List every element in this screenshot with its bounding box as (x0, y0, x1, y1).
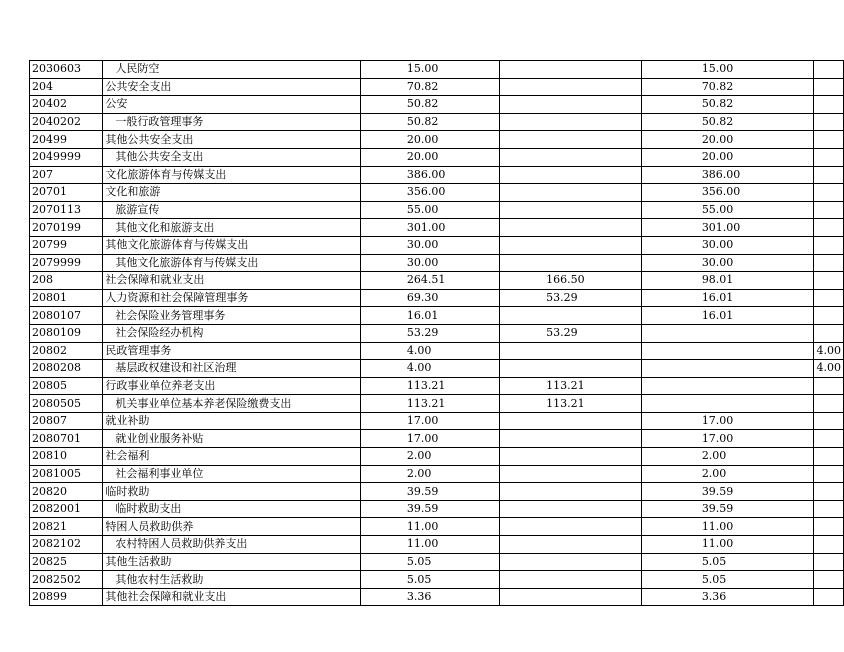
name-cell[interactable]: 其他生活救助 (103, 553, 360, 571)
project-expense-cell[interactable]: 386.00 (641, 166, 814, 184)
code-cell[interactable]: 2080109 (30, 324, 103, 342)
total-cell[interactable]: 16.01 (360, 307, 499, 325)
project-expense-cell[interactable]: 55.00 (641, 201, 814, 219)
project-expense-cell[interactable]: 11.00 (641, 536, 814, 554)
basic-expense-cell[interactable] (500, 448, 642, 466)
other-cell[interactable] (814, 184, 844, 202)
other-cell[interactable] (814, 412, 844, 430)
name-cell[interactable]: 其他文化和旅游支出 (103, 219, 360, 237)
budget-table-container (29, 60, 844, 606)
name-cell[interactable]: 其他社会保障和就业支出 (103, 588, 360, 606)
table-row (30, 78, 844, 96)
project-expense-cell[interactable]: 301.00 (641, 219, 814, 237)
total-cell[interactable]: 356.00 (360, 184, 499, 202)
code-cell[interactable]: 2081005 (30, 465, 103, 483)
project-expense-cell[interactable]: 3.36 (641, 588, 814, 606)
other-cell[interactable] (814, 113, 844, 131)
name-cell[interactable]: 其他公共安全支出 (103, 148, 360, 166)
basic-expense-cell[interactable]: 53.29 (500, 324, 642, 342)
table-row (30, 518, 844, 536)
name-cell[interactable]: 其他公共安全支出 (103, 131, 360, 149)
table-row (30, 536, 844, 554)
table-row (30, 219, 844, 237)
project-expense-cell[interactable]: 50.82 (641, 113, 814, 131)
basic-expense-cell[interactable] (500, 412, 642, 430)
code-cell[interactable]: 20499 (30, 131, 103, 149)
total-cell[interactable]: 2.00 (360, 465, 499, 483)
basic-expense-cell[interactable] (500, 588, 642, 606)
basic-expense-cell[interactable] (500, 500, 642, 518)
name-cell[interactable]: 公共安全支出 (103, 78, 360, 96)
table-row (30, 131, 844, 149)
name-cell[interactable]: 其他农村生活救助 (103, 571, 360, 589)
code-cell[interactable]: 2049999 (30, 148, 103, 166)
other-cell[interactable] (814, 96, 844, 114)
table-row (30, 342, 844, 360)
project-expense-cell[interactable]: 39.59 (641, 483, 814, 501)
total-cell[interactable]: 30.00 (360, 236, 499, 254)
name-cell[interactable]: 社会保障和就业支出 (103, 272, 360, 290)
other-cell[interactable] (814, 61, 844, 79)
table-row (30, 272, 844, 290)
table-row (30, 96, 844, 114)
table-row (30, 412, 844, 430)
table-row (30, 254, 844, 272)
table-row (30, 430, 844, 448)
total-cell[interactable]: 39.59 (360, 500, 499, 518)
other-cell[interactable] (814, 201, 844, 219)
name-cell[interactable]: 临时救助支出 (103, 500, 360, 518)
name-cell[interactable]: 旅游宣传 (103, 201, 360, 219)
table-row (30, 395, 844, 413)
project-expense-cell[interactable] (641, 342, 814, 360)
code-cell[interactable]: 2080505 (30, 395, 103, 413)
basic-expense-cell[interactable] (500, 96, 642, 114)
other-cell[interactable] (814, 588, 844, 606)
name-cell[interactable]: 文化旅游体育与传媒支出 (103, 166, 360, 184)
total-cell[interactable]: 50.82 (360, 113, 499, 131)
basic-expense-cell[interactable]: 53.29 (500, 289, 642, 307)
name-cell[interactable]: 其他文化旅游体育与传媒支出 (103, 236, 360, 254)
project-expense-cell[interactable] (641, 324, 814, 342)
other-cell[interactable] (814, 272, 844, 290)
project-expense-cell[interactable]: 2.00 (641, 448, 814, 466)
name-cell[interactable]: 公安 (103, 96, 360, 114)
other-cell[interactable]: 4.00 (814, 342, 844, 360)
project-expense-cell[interactable]: 30.00 (641, 236, 814, 254)
code-cell[interactable]: 20820 (30, 483, 103, 501)
basic-expense-cell[interactable]: 113.21 (500, 377, 642, 395)
table-row (30, 289, 844, 307)
name-cell[interactable]: 社会福利 (103, 448, 360, 466)
name-cell[interactable]: 基层政权建设和社区治理 (103, 360, 360, 378)
total-cell[interactable]: 39.59 (360, 483, 499, 501)
project-expense-cell[interactable]: 356.00 (641, 184, 814, 202)
project-expense-cell[interactable]: 17.00 (641, 412, 814, 430)
name-cell[interactable]: 农村特困人员救助供养支出 (103, 536, 360, 554)
other-cell[interactable] (814, 254, 844, 272)
table-row (30, 236, 844, 254)
code-cell[interactable]: 207 (30, 166, 103, 184)
other-cell[interactable] (814, 324, 844, 342)
total-cell[interactable]: 17.00 (360, 412, 499, 430)
code-cell[interactable]: 20801 (30, 289, 103, 307)
project-expense-cell[interactable]: 11.00 (641, 518, 814, 536)
other-cell[interactable] (814, 166, 844, 184)
table-row (30, 148, 844, 166)
name-cell[interactable]: 社会保险业务管理事务 (103, 307, 360, 325)
total-cell[interactable]: 11.00 (360, 536, 499, 554)
name-cell[interactable]: 临时救助 (103, 483, 360, 501)
total-cell[interactable]: 20.00 (360, 131, 499, 149)
other-cell[interactable] (814, 553, 844, 571)
other-cell[interactable] (814, 219, 844, 237)
basic-expense-cell[interactable] (500, 553, 642, 571)
code-cell[interactable]: 20402 (30, 96, 103, 114)
basic-expense-cell[interactable] (500, 342, 642, 360)
name-cell[interactable]: 文化和旅游 (103, 184, 360, 202)
total-cell[interactable]: 70.82 (360, 78, 499, 96)
basic-expense-cell[interactable] (500, 61, 642, 79)
code-cell[interactable]: 2082001 (30, 500, 103, 518)
total-cell[interactable]: 113.21 (360, 395, 499, 413)
table-row (30, 324, 844, 342)
project-expense-cell[interactable]: 98.01 (641, 272, 814, 290)
other-cell[interactable] (814, 289, 844, 307)
other-cell[interactable] (814, 518, 844, 536)
basic-expense-cell[interactable] (500, 571, 642, 589)
total-cell[interactable]: 3.36 (360, 588, 499, 606)
project-expense-cell[interactable]: 20.00 (641, 131, 814, 149)
basic-expense-cell[interactable] (500, 201, 642, 219)
code-cell[interactable]: 2080701 (30, 430, 103, 448)
name-cell[interactable]: 就业创业服务补贴 (103, 430, 360, 448)
table-row (30, 307, 844, 325)
basic-expense-cell[interactable] (500, 536, 642, 554)
total-cell[interactable]: 11.00 (360, 518, 499, 536)
basic-expense-cell[interactable] (500, 236, 642, 254)
total-cell[interactable]: 53.29 (360, 324, 499, 342)
project-expense-cell[interactable]: 39.59 (641, 500, 814, 518)
table-row (30, 113, 844, 131)
code-cell[interactable]: 20799 (30, 236, 103, 254)
project-expense-cell[interactable]: 17.00 (641, 430, 814, 448)
basic-expense-cell[interactable] (500, 360, 642, 378)
table-row (30, 465, 844, 483)
code-cell[interactable]: 208 (30, 272, 103, 290)
project-expense-cell[interactable]: 5.05 (641, 553, 814, 571)
basic-expense-cell[interactable] (500, 483, 642, 501)
total-cell[interactable]: 386.00 (360, 166, 499, 184)
table-row (30, 571, 844, 589)
total-cell[interactable]: 30.00 (360, 254, 499, 272)
total-cell[interactable]: 4.00 (360, 342, 499, 360)
code-cell[interactable]: 2040202 (30, 113, 103, 131)
project-expense-cell[interactable]: 16.01 (641, 307, 814, 325)
code-cell[interactable]: 2082502 (30, 571, 103, 589)
project-expense-cell[interactable]: 20.00 (641, 148, 814, 166)
total-cell[interactable]: 20.00 (360, 148, 499, 166)
basic-expense-cell[interactable] (500, 184, 642, 202)
basic-expense-cell[interactable] (500, 78, 642, 96)
code-cell[interactable]: 2079999 (30, 254, 103, 272)
table-body (30, 61, 844, 606)
name-cell[interactable]: 就业补助 (103, 412, 360, 430)
name-cell[interactable]: 民政管理事务 (103, 342, 360, 360)
name-cell[interactable]: 人民防空 (103, 61, 360, 79)
code-cell[interactable]: 20899 (30, 588, 103, 606)
total-cell[interactable]: 17.00 (360, 430, 499, 448)
basic-expense-cell[interactable] (500, 465, 642, 483)
basic-expense-cell[interactable]: 113.21 (500, 395, 642, 413)
code-cell[interactable]: 20802 (30, 342, 103, 360)
basic-expense-cell[interactable] (500, 131, 642, 149)
basic-expense-cell[interactable] (500, 166, 642, 184)
project-expense-cell[interactable] (641, 360, 814, 378)
total-cell[interactable]: 5.05 (360, 571, 499, 589)
code-cell[interactable]: 2070199 (30, 219, 103, 237)
code-cell[interactable]: 2082102 (30, 536, 103, 554)
basic-expense-cell[interactable] (500, 148, 642, 166)
total-cell[interactable]: 5.05 (360, 553, 499, 571)
name-cell[interactable]: 行政事业单位养老支出 (103, 377, 360, 395)
project-expense-cell[interactable]: 16.01 (641, 289, 814, 307)
total-cell[interactable]: 113.21 (360, 377, 499, 395)
other-cell[interactable] (814, 536, 844, 554)
other-cell[interactable]: 4.00 (814, 360, 844, 378)
name-cell[interactable]: 特困人员救助供养 (103, 518, 360, 536)
basic-expense-cell[interactable] (500, 113, 642, 131)
other-cell[interactable] (814, 131, 844, 149)
total-cell[interactable]: 50.82 (360, 96, 499, 114)
table-row (30, 588, 844, 606)
table-row (30, 166, 844, 184)
total-cell[interactable]: 2.00 (360, 448, 499, 466)
other-cell[interactable] (814, 236, 844, 254)
other-cell[interactable] (814, 430, 844, 448)
table-row (30, 201, 844, 219)
code-cell[interactable]: 2070113 (30, 201, 103, 219)
code-cell[interactable]: 2080107 (30, 307, 103, 325)
basic-expense-cell[interactable] (500, 430, 642, 448)
table-row (30, 360, 844, 378)
code-cell[interactable]: 20825 (30, 553, 103, 571)
project-expense-cell[interactable] (641, 377, 814, 395)
other-cell[interactable] (814, 307, 844, 325)
total-cell[interactable]: 4.00 (360, 360, 499, 378)
name-cell[interactable]: 社会保险经办机构 (103, 324, 360, 342)
name-cell[interactable]: 社会福利事业单位 (103, 465, 360, 483)
total-cell[interactable]: 15.00 (360, 61, 499, 79)
code-cell[interactable]: 20810 (30, 448, 103, 466)
code-cell[interactable]: 204 (30, 78, 103, 96)
total-cell[interactable]: 55.00 (360, 201, 499, 219)
code-cell[interactable]: 2030603 (30, 61, 103, 79)
table-row (30, 483, 844, 501)
name-cell[interactable]: 一般行政管理事务 (103, 113, 360, 131)
code-cell[interactable]: 20807 (30, 412, 103, 430)
other-cell[interactable] (814, 465, 844, 483)
table-row (30, 61, 844, 79)
other-cell[interactable] (814, 78, 844, 96)
total-cell[interactable]: 69.30 (360, 289, 499, 307)
project-expense-cell[interactable]: 70.82 (641, 78, 814, 96)
basic-expense-cell[interactable] (500, 307, 642, 325)
basic-expense-cell[interactable]: 166.50 (500, 272, 642, 290)
table-row (30, 184, 844, 202)
name-cell[interactable]: 人力资源和社会保障管理事务 (103, 289, 360, 307)
project-expense-cell[interactable]: 15.00 (641, 61, 814, 79)
other-cell[interactable] (814, 148, 844, 166)
other-cell[interactable] (814, 483, 844, 501)
project-expense-cell[interactable]: 30.00 (641, 254, 814, 272)
code-cell[interactable]: 20701 (30, 184, 103, 202)
project-expense-cell[interactable]: 5.05 (641, 571, 814, 589)
table-row (30, 553, 844, 571)
other-cell[interactable] (814, 500, 844, 518)
table-row (30, 377, 844, 395)
code-cell[interactable]: 20821 (30, 518, 103, 536)
code-cell[interactable]: 2080208 (30, 360, 103, 378)
project-expense-cell[interactable] (641, 395, 814, 413)
basic-expense-cell[interactable] (500, 219, 642, 237)
other-cell[interactable] (814, 448, 844, 466)
project-expense-cell[interactable]: 50.82 (641, 96, 814, 114)
name-cell[interactable]: 其他文化旅游体育与传媒支出 (103, 254, 360, 272)
basic-expense-cell[interactable] (500, 254, 642, 272)
other-cell[interactable] (814, 395, 844, 413)
project-expense-cell[interactable]: 2.00 (641, 465, 814, 483)
code-cell[interactable]: 20805 (30, 377, 103, 395)
other-cell[interactable] (814, 377, 844, 395)
name-cell[interactable]: 机关事业单位基本养老保险缴费支出 (103, 395, 360, 413)
total-cell[interactable]: 301.00 (360, 219, 499, 237)
total-cell[interactable]: 264.51 (360, 272, 499, 290)
other-cell[interactable] (814, 571, 844, 589)
table-row (30, 500, 844, 518)
table-row (30, 448, 844, 466)
basic-expense-cell[interactable] (500, 518, 642, 536)
budget-expenditure-table (29, 60, 844, 606)
